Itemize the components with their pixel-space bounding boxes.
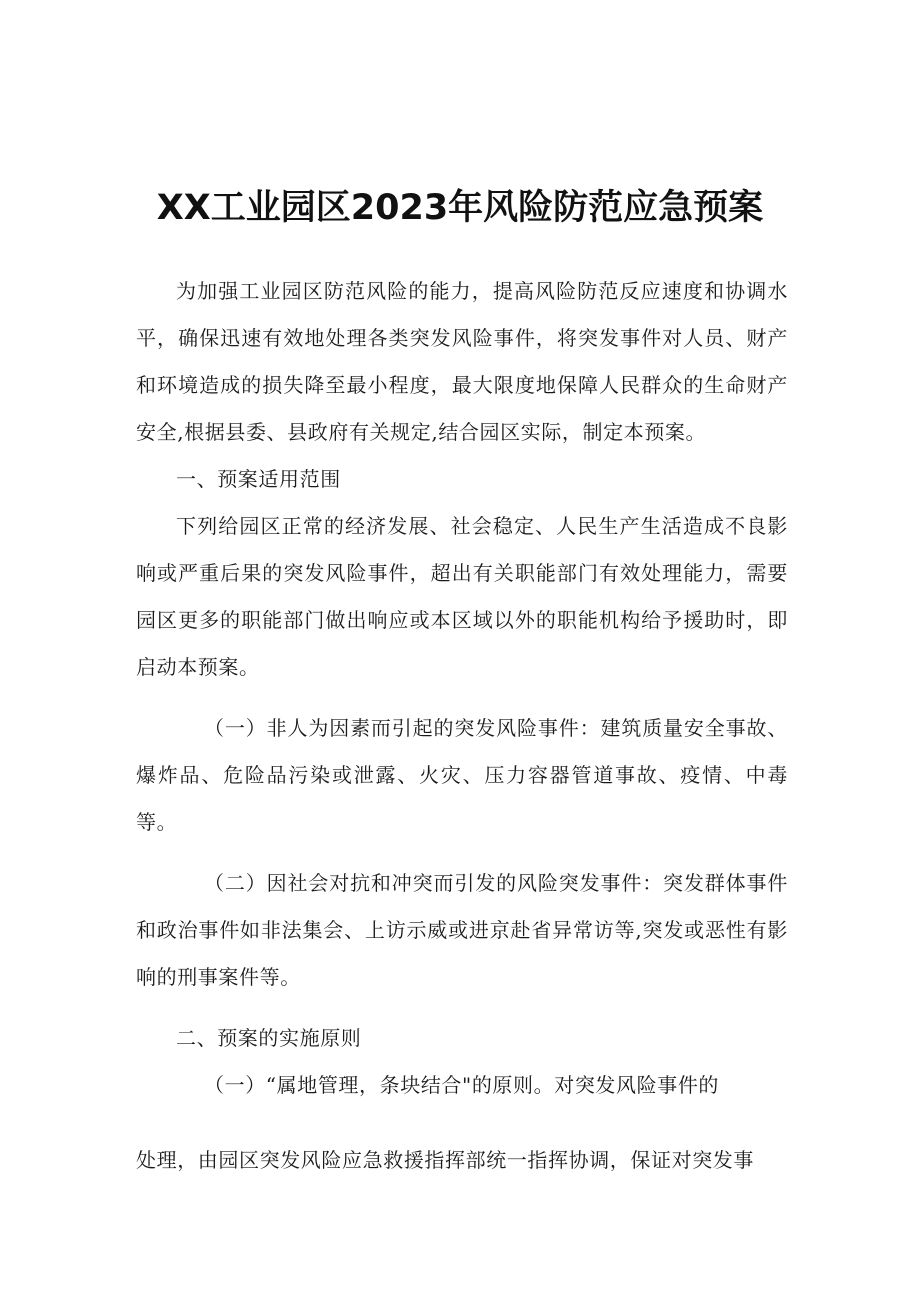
document-body [136, 268, 788, 1184]
principle-item-1-continued: 处理，由园区突发风险应急救援指挥部统一指挥协调，保证对突发事 [136, 1148, 754, 1172]
document-title: XX工业园区2023年风险防范应急预案 [156, 188, 764, 228]
section-heading-scope: 一、预案适用范围 [176, 467, 341, 491]
scope-item-2: （二）因社会对抗和冲突而引发的风险突发事件：突发群体事件和政治事件如非法集会、上访示威或进京赴省异常访等,突发或恶性有影响的刑事案件等。 [136, 871, 788, 989]
principle-item-1: （一）“属地管理，条块结合"的原则。对突发风险事件的 [204, 1073, 720, 1097]
section-heading-principles: 二、预案的实施原则 [176, 1026, 362, 1050]
scope-item-1: （一）非人为因素而引起的突发风险事件：建筑质量安全事故、爆炸品、危险品污染或泄露、火灾、压力容器管道事故、疫情、中毒等。 [136, 716, 788, 834]
intro-paragraph: 为加强工业园区防范风险的能力，提高风险防范反应速度和协调水平，确保迅速有效地处理各类突发风险事件，将突发事件对人员、财产和环境造成的损失降至最小程度，最大限度地保障人民群众的生命财产安全,根据县委、县政府有关规定,结合园区实际，制定本预案。 [136, 279, 788, 444]
scope-paragraph: 下列给园区正常的经济发展、社会稳定、人民生产生活造成不良影响或严重后果的突发风险事件，超出有关职能部门有效处理能力，需要园区更多的职能部门做出响应或本区域以外的职能机构给予援助时，即启动本预案。 [136, 514, 788, 679]
